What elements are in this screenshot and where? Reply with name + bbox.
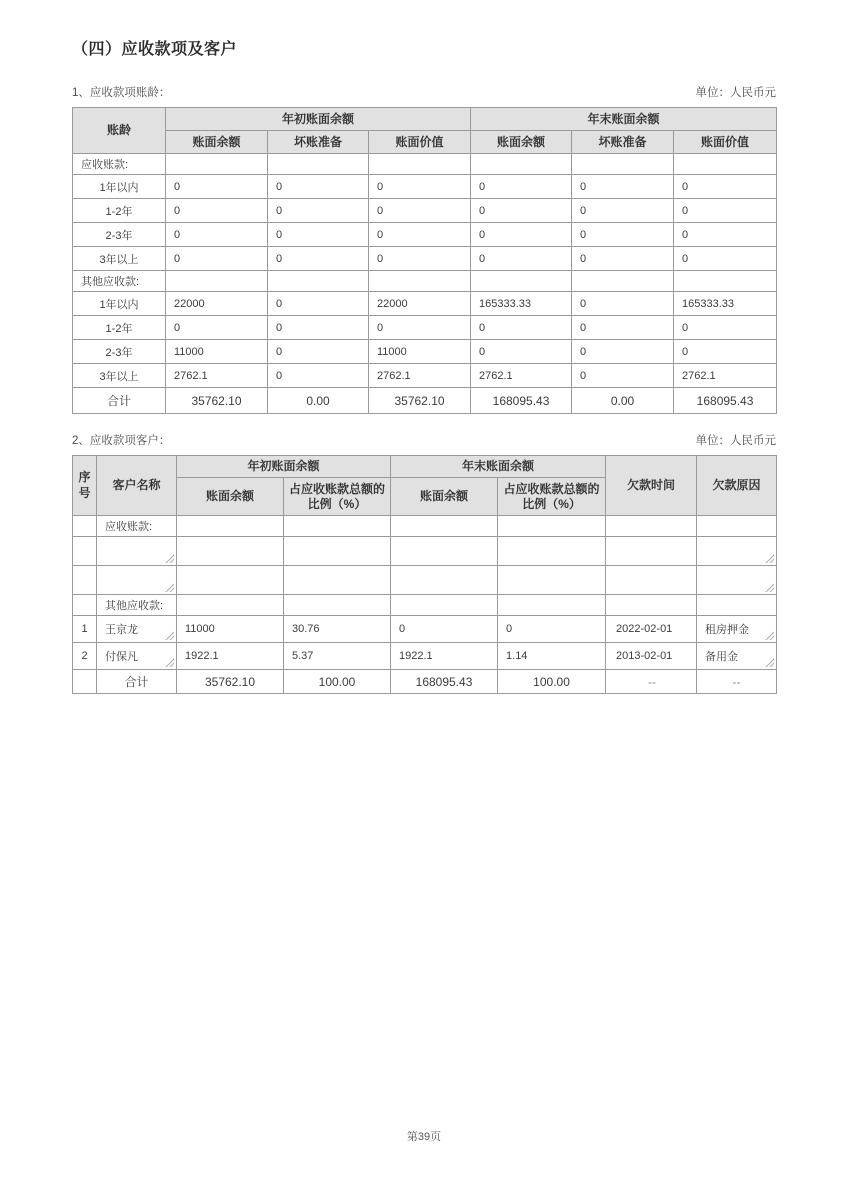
row-label: 应收账款:: [73, 154, 166, 175]
cell-value: [391, 537, 498, 566]
cell-value: [391, 595, 498, 616]
col-header-book-value: 账面价值: [369, 131, 471, 154]
table-row: [73, 316, 777, 340]
cell-value: 168095.43: [391, 670, 498, 694]
cell-value: 1922.1: [177, 643, 284, 670]
cell-value: 0: [572, 364, 674, 388]
table-row: [73, 199, 777, 223]
row-label: 1年以内: [73, 175, 166, 199]
debt-reason-cell: [697, 516, 777, 537]
cell-value: 0: [166, 199, 268, 223]
cell-value: [268, 271, 369, 292]
cell-value: 0: [268, 364, 369, 388]
cell-value: 0: [471, 316, 572, 340]
cell-value: [284, 595, 391, 616]
table-row: [73, 340, 777, 364]
customer-name-value: 王京龙: [105, 624, 138, 636]
report-page: [72, 36, 776, 694]
resize-grip-icon: [765, 631, 774, 640]
table-row: [73, 175, 777, 199]
cell-value: [498, 516, 606, 537]
section2-unit-label: 单位：人民币元: [695, 435, 776, 447]
cell-value: 0: [674, 223, 777, 247]
customer-name-input[interactable]: [97, 616, 177, 643]
resize-grip-icon: [165, 658, 174, 667]
section2-caption: 2、应收款项客户：: [72, 435, 171, 447]
cell-value: 2762.1: [369, 364, 471, 388]
row-label: 1-2年: [73, 316, 166, 340]
row-label: 其他应收款:: [73, 271, 166, 292]
cell-value: 0: [268, 316, 369, 340]
cell-value: 2762.1: [674, 364, 777, 388]
cell-value: [572, 271, 674, 292]
cell-value: 0: [166, 247, 268, 271]
cell-value: 1.14: [498, 643, 606, 670]
cell-value: 0: [268, 340, 369, 364]
cell-value: 0: [369, 175, 471, 199]
cell-value: [177, 595, 284, 616]
cell-value: [498, 566, 606, 595]
cell-value: 1922.1: [391, 643, 498, 670]
cell-value: 0: [572, 175, 674, 199]
cell-value: 2762.1: [471, 364, 572, 388]
debt-time-cell: [606, 516, 697, 537]
cell-value: 0: [268, 292, 369, 316]
cell-value: 0: [268, 175, 369, 199]
debt-time-cell: 2022-02-01: [606, 616, 697, 643]
debt-reason-input[interactable]: [697, 643, 777, 670]
col-header-begin-balance-group: 年初账面余额: [177, 456, 391, 478]
cell-value: 0: [268, 199, 369, 223]
cell-value: 0: [471, 340, 572, 364]
cell-value: 0: [572, 223, 674, 247]
debt-time-cell: [606, 595, 697, 616]
cell-value: [674, 154, 777, 175]
row-label: 合计: [97, 670, 177, 694]
resize-grip-icon: [165, 583, 174, 592]
row-label: 应收账款:: [97, 516, 177, 537]
cell-value: 0: [674, 199, 777, 223]
debt-reason-input[interactable]: [697, 566, 777, 595]
seq-cell: [73, 537, 97, 566]
cell-value: 168095.43: [674, 388, 777, 414]
resize-grip-icon: [765, 554, 774, 563]
cell-value: 0: [369, 247, 471, 271]
cell-value: [391, 566, 498, 595]
cell-value: 0: [674, 247, 777, 271]
cell-value: 0: [369, 199, 471, 223]
cell-value: 0: [674, 340, 777, 364]
cell-value: 5.37: [284, 643, 391, 670]
col-header-book-value: 账面价值: [674, 131, 777, 154]
cell-value: [498, 595, 606, 616]
debt-reason-input[interactable]: [697, 537, 777, 566]
debt-time-cell: [606, 566, 697, 595]
cell-value: 0: [674, 316, 777, 340]
col-header-seq: 序号: [73, 456, 97, 516]
section1-caption: 1、应收款项账龄：: [72, 87, 171, 99]
cell-value: [391, 516, 498, 537]
customer-name-input[interactable]: [97, 566, 177, 595]
col-header-ratio: 占应收账款总额的比例（%）: [498, 478, 606, 516]
seq-cell: [73, 670, 97, 694]
col-header-bad-debt-provision: 坏账准备: [572, 131, 674, 154]
col-header-aging: 账龄: [73, 108, 166, 154]
row-label: 1年以内: [73, 292, 166, 316]
debt-reason-value: 备用金: [705, 651, 739, 663]
resize-grip-icon: [165, 554, 174, 563]
customer-name-input[interactable]: [97, 537, 177, 566]
page-title: （四）应收款项及客户: [72, 41, 238, 58]
cell-value: 0: [166, 316, 268, 340]
cell-value: 0: [391, 616, 498, 643]
row-label: 合计: [73, 388, 166, 414]
section2-header: [72, 432, 776, 448]
total-row: [73, 388, 777, 414]
cell-value: 100.00: [284, 670, 391, 694]
row-label: 3年以上: [73, 364, 166, 388]
cell-value: 0: [572, 340, 674, 364]
cell-value: [166, 271, 268, 292]
cell-value: 2762.1: [166, 364, 268, 388]
col-header-book-balance: 账面余额: [177, 478, 284, 516]
cell-value: 0: [369, 316, 471, 340]
col-header-end-balance-group: 年末账面余额: [471, 108, 777, 131]
customers-table: [72, 455, 777, 694]
cell-value: 165333.33: [674, 292, 777, 316]
cell-value: 11000: [177, 616, 284, 643]
col-header-book-balance: 账面余额: [391, 478, 498, 516]
cell-value: [177, 537, 284, 566]
cell-value: [166, 154, 268, 175]
debt-reason-cell: [697, 595, 777, 616]
cell-value: 11000: [166, 340, 268, 364]
cell-value: 22000: [369, 292, 471, 316]
table-row: [73, 566, 777, 595]
seq-cell: 1: [73, 616, 97, 643]
cell-value: 168095.43: [471, 388, 572, 414]
table-row: [73, 643, 777, 670]
col-header-customer-name: 客户名称: [97, 456, 177, 516]
section1-unit-label: 单位：人民币元: [695, 87, 776, 99]
col-header-begin-balance-group: 年初账面余额: [166, 108, 471, 131]
col-header-debt-time: 欠款时间: [606, 456, 697, 516]
row-label: 其他应收款:: [97, 595, 177, 616]
cell-value: 30.76: [284, 616, 391, 643]
row-label: 3年以上: [73, 247, 166, 271]
cell-value: 0: [572, 247, 674, 271]
seq-cell: [73, 516, 97, 537]
cell-value: [471, 271, 572, 292]
cell-value: 0: [471, 199, 572, 223]
aging-table: [72, 107, 777, 414]
cell-value: 22000: [166, 292, 268, 316]
cell-value: 100.00: [498, 670, 606, 694]
col-header-book-balance: 账面余额: [471, 131, 572, 154]
cell-value: 0.00: [268, 388, 369, 414]
cell-value: 0: [166, 175, 268, 199]
cell-value: 0: [471, 175, 572, 199]
cell-value: [268, 154, 369, 175]
cell-value: 0: [369, 223, 471, 247]
total-row: [73, 670, 777, 694]
page-number: 第39页: [406, 1131, 442, 1143]
table-row: [73, 537, 777, 566]
cell-value: [369, 271, 471, 292]
cell-value: 0: [268, 247, 369, 271]
cell-value: [284, 537, 391, 566]
cell-value: [674, 271, 777, 292]
debt-reason-value: 租房押金: [705, 624, 750, 636]
cell-value: 0: [471, 247, 572, 271]
resize-grip-icon: [765, 583, 774, 592]
customer-name-value: 付保凡: [105, 651, 138, 663]
cell-value: 0: [572, 199, 674, 223]
row-label: 1-2年: [73, 199, 166, 223]
cell-value: 0: [572, 316, 674, 340]
row-label: 2-3年: [73, 223, 166, 247]
cell-value: [572, 154, 674, 175]
cell-value: 0: [268, 223, 369, 247]
table-row: [73, 595, 777, 616]
cell-value: [284, 516, 391, 537]
debt-reason-cell: --: [697, 670, 777, 694]
table-row: [73, 364, 777, 388]
cell-value: [177, 566, 284, 595]
col-header-book-balance: 账面余额: [166, 131, 268, 154]
cell-value: [498, 537, 606, 566]
cell-value: 35762.10: [166, 388, 268, 414]
cell-value: 0.00: [572, 388, 674, 414]
row-label: 2-3年: [73, 340, 166, 364]
table-row: [73, 616, 777, 643]
resize-grip-icon: [165, 631, 174, 640]
col-header-ratio: 占应收账款总额的比例（%）: [284, 478, 391, 516]
seq-cell: 2: [73, 643, 97, 670]
seq-cell: [73, 595, 97, 616]
col-header-end-balance-group: 年末账面余额: [391, 456, 606, 478]
cell-value: 165333.33: [471, 292, 572, 316]
aging-table-header-row: [73, 108, 777, 131]
table-row: [73, 247, 777, 271]
debt-time-cell: [606, 537, 697, 566]
customers-table-header-row: [73, 456, 777, 478]
col-header-debt-reason: 欠款原因: [697, 456, 777, 516]
cell-value: 0: [471, 223, 572, 247]
cell-value: [284, 566, 391, 595]
aging-table-subheader-row: [73, 131, 777, 154]
table-row: [73, 292, 777, 316]
col-header-bad-debt-provision: 坏账准备: [268, 131, 369, 154]
seq-cell: [73, 566, 97, 595]
debt-time-cell: --: [606, 670, 697, 694]
cell-value: 0: [572, 292, 674, 316]
cell-value: 35762.10: [369, 388, 471, 414]
cell-value: [177, 516, 284, 537]
cell-value: 0: [674, 175, 777, 199]
cell-value: [369, 154, 471, 175]
resize-grip-icon: [765, 658, 774, 667]
table-row: [73, 223, 777, 247]
cell-value: 11000: [369, 340, 471, 364]
customer-name-input[interactable]: [97, 643, 177, 670]
cell-value: 0: [498, 616, 606, 643]
debt-reason-input[interactable]: [697, 616, 777, 643]
cell-value: 35762.10: [177, 670, 284, 694]
cell-value: 0: [166, 223, 268, 247]
debt-time-cell: 2013-02-01: [606, 643, 697, 670]
table-row: [73, 154, 777, 175]
table-row: [73, 271, 777, 292]
cell-value: [471, 154, 572, 175]
table-row: [73, 516, 777, 537]
section1-header: [72, 84, 776, 100]
